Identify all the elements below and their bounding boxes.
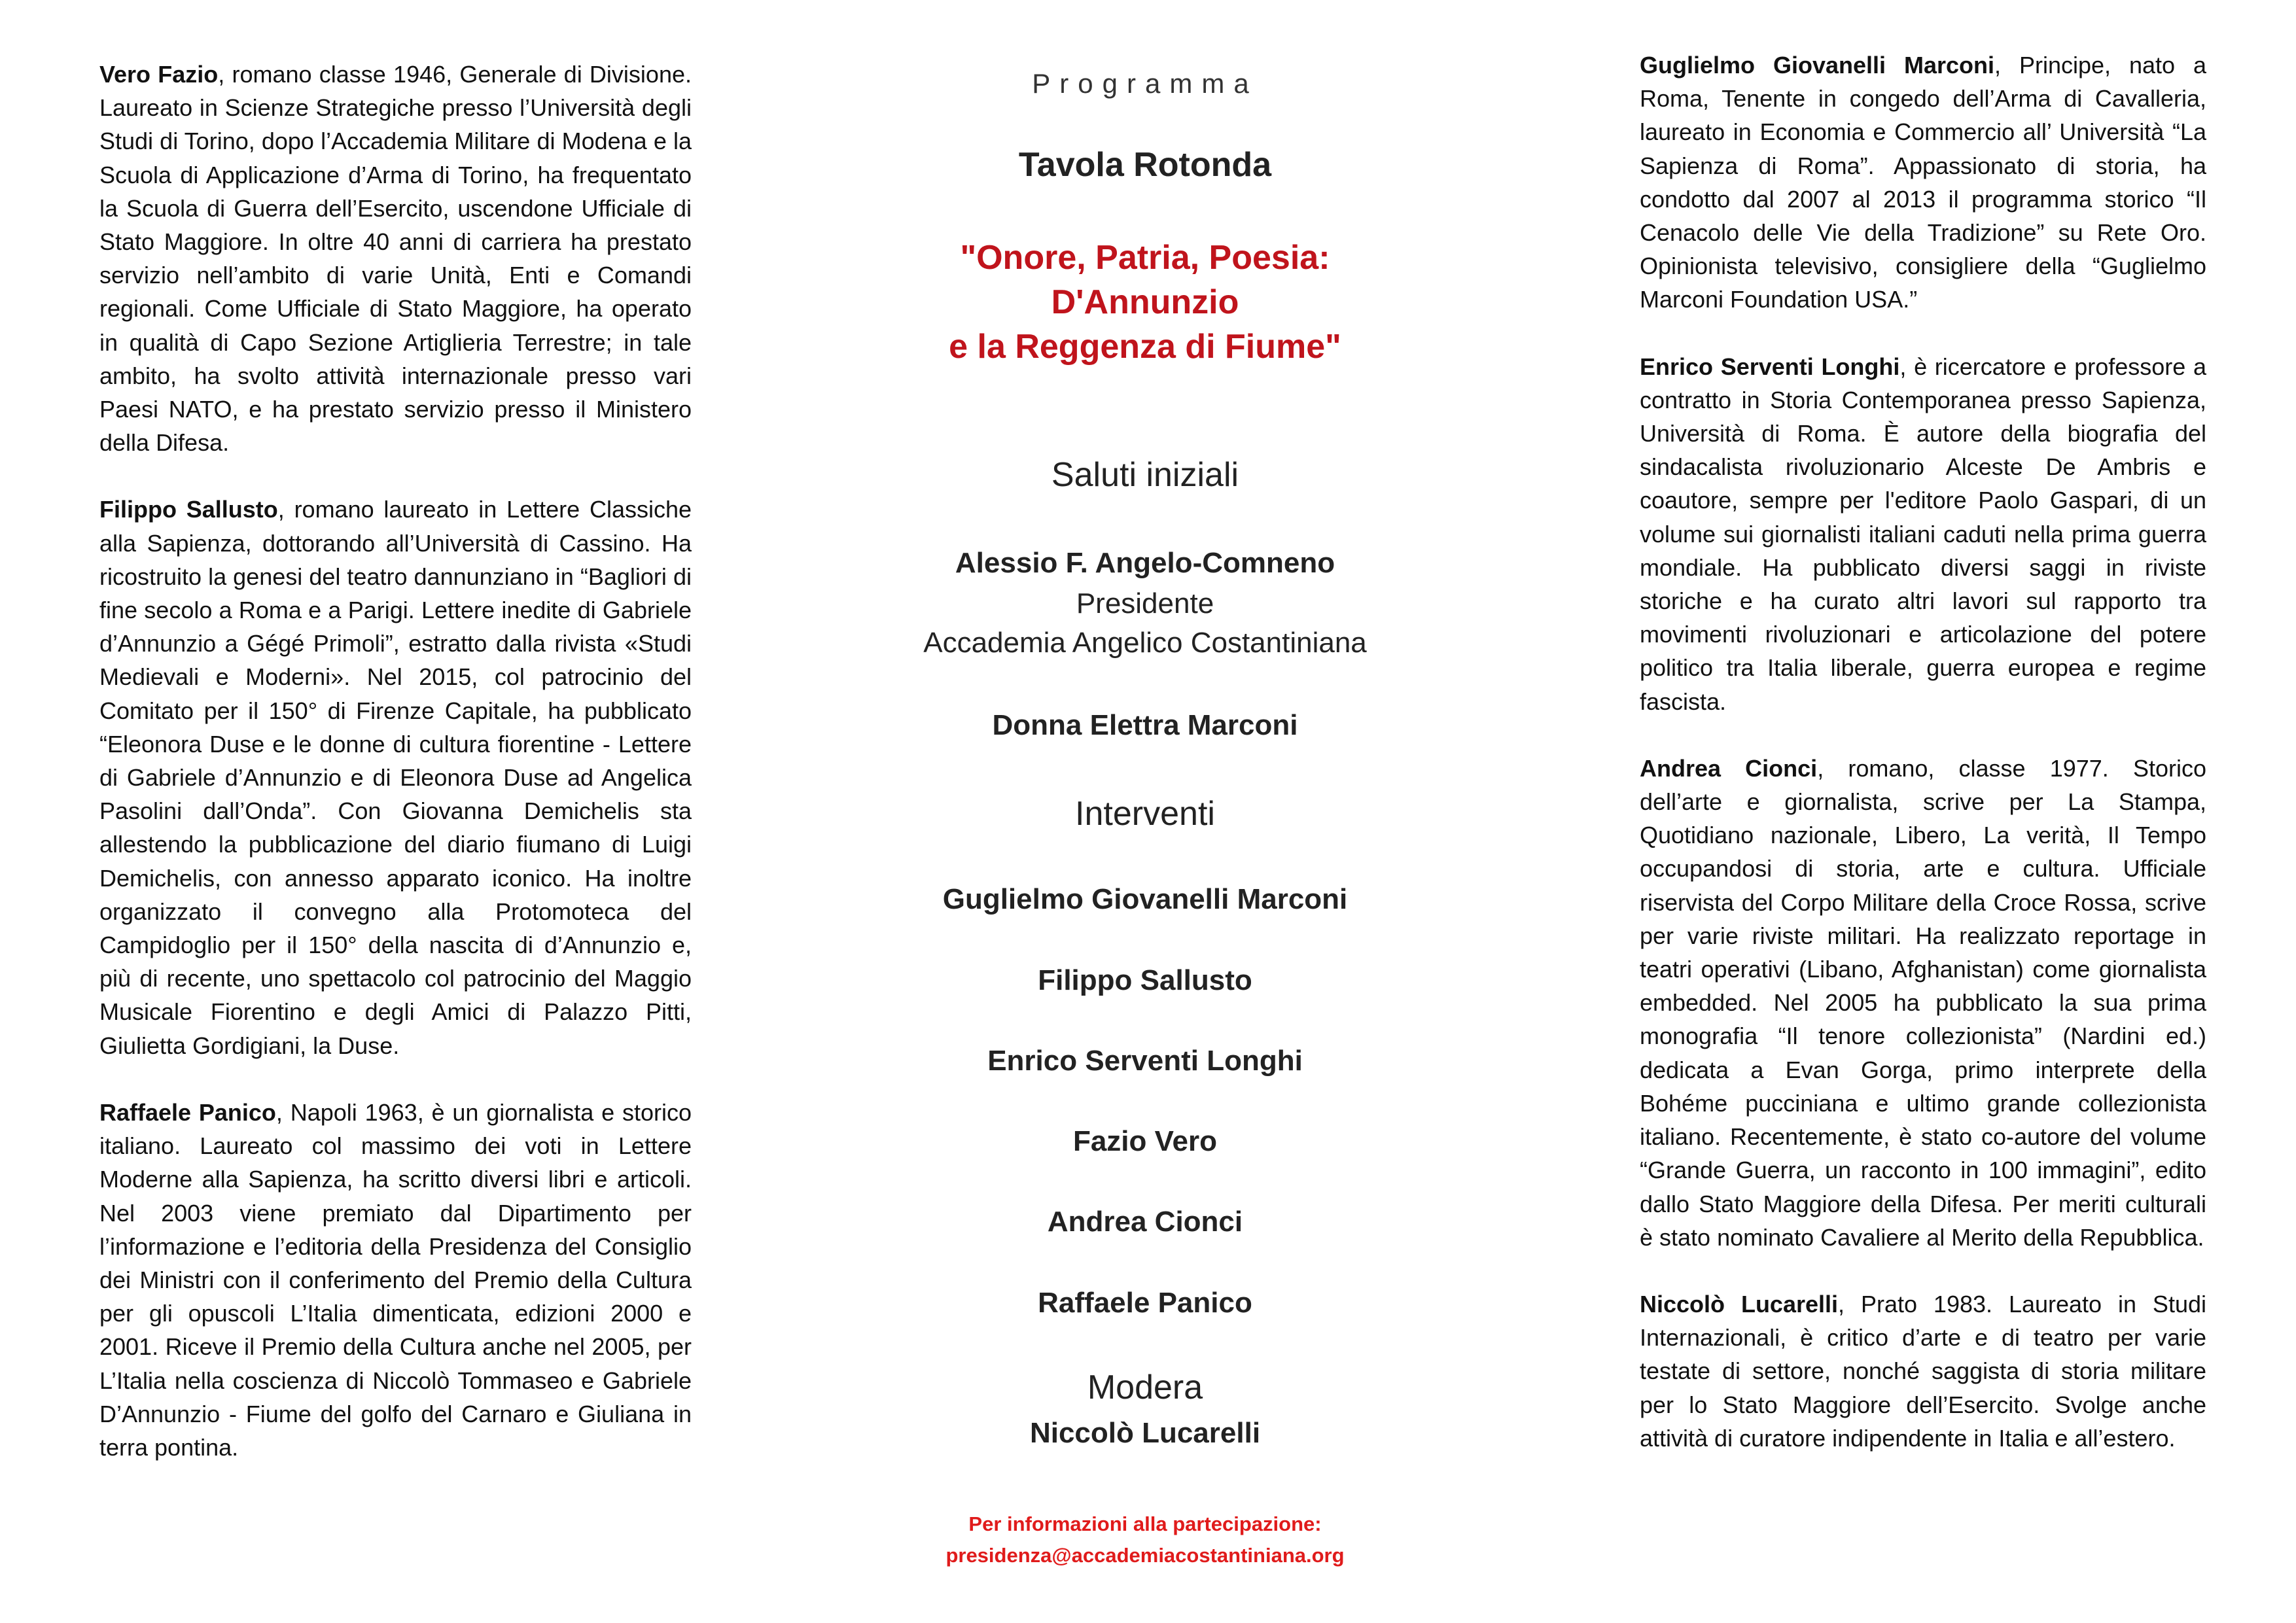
bio-text: , Prato 1983. Laureato in Studi Internazionali, è critico d’arte e di teatro per varie testate di settore, nonché saggista di storia militare per lo Stato Maggiore dell’Esercito. Svolge anche attività di curatore indipendente in Italia e all’estero. bbox=[1640, 1290, 2206, 1452]
bio-text: , romano, classe 1977. Storico dell’arte e giornalista, scrive per La Stampa, Quotidiano nazionale, Libero, La verità, Il Tempo occupandosi di storia, arte e cultura. Ufficiale riservista del Corpo Militare della Croce Rossa, scrive per varie riviste militari. Ha realizzato reportage in teatri operativi (Libano, Afghanistan) come giornalista embedded. Nel 2005 ha pubblicato la sua prima monografia “Il tenore collezionista” (Nardini ed.) dedicata a Evan Gorga, primo interprete della Bohéme pucciniana e ultimo grande collezionista italiano. Recentemente, è stato co-autore del volume “Grande Guerra, un racconto in 100 immagini”, edito dallo Stato Maggiore della Difesa. Per meriti culturali è stato nominato Cavaliere al Merito della Repubblica. bbox=[1640, 754, 2206, 1251]
greeter-role: Presidente bbox=[1076, 587, 1214, 620]
title-line-2: D'Annunzio bbox=[1051, 283, 1239, 321]
moderator-heading: Modera bbox=[1087, 1369, 1203, 1406]
bio-text: , Principe, nato a Roma, Tenente in congedo dell’Arma di Cavalleria, laureato in Economia e Commercio all’ Università “La Sapienza di Roma”. Appassionato di storia, ha condotto dal 2007 al 2013 il programma storico “Il Cenacolo delle Vie della Tradizione” su Rete Oro. Opinionista televisivo, consigliere della “Guglielmo Marconi Foundation USA.” bbox=[1640, 52, 2206, 313]
bio-enrico-serventi-longhi bbox=[1640, 350, 2206, 718]
bio-name: Niccolò Lucarelli bbox=[1640, 1290, 1839, 1318]
title-line-1: "Onore, Patria, Poesia: bbox=[960, 239, 1330, 277]
bio-name: Andrea Cionci bbox=[1640, 754, 1818, 782]
bio-andrea-cionci bbox=[1640, 752, 2206, 1254]
speaker-name: Filippo Sallusto bbox=[1038, 964, 1252, 996]
bio-vero-fazio bbox=[99, 58, 692, 459]
moderator-name: Niccolò Lucarelli bbox=[1029, 1417, 1261, 1449]
bio-name: Enrico Serventi Longhi bbox=[1640, 353, 1900, 380]
bio-text: , Napoli 1963, è un giornalista e storico italiano. Laureato col massimo dei voti in Lettere Moderne alla Sapienza, ha scritto diversi libri e articoli. Nel 2003 viene premiato dal Dipartimento per l’informazione e l’editoria della Presidenza del Consiglio dei Ministri con il conferimento del Premio della Cultura per gli opuscoli L’Italia dimenticata, edizioni 2000 e 2001. Riceve il Premio della Cultura anche nel 2005, per L’Italia nella coscienza di Niccolò Tommaseo e Gabriele D’Annunzio - Fiume del golfo del Carnaro e Giuliana in terra pontina. bbox=[99, 1098, 692, 1461]
bio-name: Guglielmo Giovanelli Marconi bbox=[1640, 52, 1994, 79]
event-type: Tavola Rotonda bbox=[1018, 146, 1272, 184]
info-label: Per informazioni alla partecipazione: bbox=[968, 1512, 1322, 1535]
greeter-name: Alessio F. Angelo-Comneno bbox=[955, 547, 1335, 579]
talks-heading: Interventi bbox=[1075, 795, 1215, 833]
bio-filippo-sallusto bbox=[99, 493, 692, 1062]
right-column bbox=[1640, 48, 2206, 1488]
title-line-3: e la Reggenza di Fiume" bbox=[949, 328, 1341, 366]
program-heading: Programma bbox=[1032, 68, 1258, 99]
speaker-name: Fazio Vero bbox=[1072, 1125, 1218, 1157]
bio-name: Vero Fazio bbox=[99, 61, 219, 88]
bio-raffaele-panico bbox=[99, 1096, 692, 1464]
greetings-heading: Saluti iniziali bbox=[1051, 456, 1239, 494]
speaker-name: Enrico Serventi Longhi bbox=[987, 1045, 1303, 1077]
bio-name: Filippo Sallusto bbox=[99, 496, 278, 523]
event-title bbox=[844, 236, 1446, 369]
bio-guglielmo-giovanelli-marconi bbox=[1640, 48, 2206, 317]
bio-name: Raffaele Panico bbox=[99, 1098, 276, 1126]
speaker-name: Raffaele Panico bbox=[1038, 1287, 1252, 1319]
bio-text: , è ricercatore e professore a contratto in Storia Contemporanea presso Sapienza, Università di Roma. È autore della biografia del sindacalista rivoluzionario Alceste De Ambris e coautore, sempre per l'editore Paolo Gaspari, di un volume sui giornalisti italiani caduti nella prima guerra mondiale. Ha pubblicato diversi saggi in riviste storiche e ha curato altri lavori sul rapporto tra movimenti rivoluzionari e articolazione del potere politico tra Italia liberale, guerra europea e regime fascista. bbox=[1640, 353, 2206, 715]
bio-text: , romano classe 1946, Generale di Divisione. Laureato in Scienze Strategiche presso l’Università degli Studi di Torino, dopo l’Accademia Militare di Modena e la Scuola di Applicazione d’Arma di Torino, ha frequentato la Scuola di Guerra dell’Esercito, uscendone Ufficiale di Stato Maggiore. In oltre 40 anni di carriera ha prestato servizio nell’ambito di varie Unità, Enti e Comandi regionali. Come Ufficiale di Stato Maggiore, ha operato in qualità di Capo Sezione Artiglieria Terrestre; in tale ambito, ha svolto attività internazionale presso vari Paesi NATO, e ha prestato servizio presso il Ministero della Difesa. bbox=[99, 61, 692, 457]
speaker-name: Andrea Cionci bbox=[1047, 1206, 1243, 1238]
bio-text: , romano laureato in Lettere Classiche alla Sapienza, dottorando all’Università di Cassino. Ha ricostruito la genesi del teatro dannunziano in “Bagliori di fine secolo a Roma e a Parigi. Lettere inedite di Gabriele d’Annunzio a Gégé Primoli”, estratto dalla rivista «Studi Medievali e Moderni». Nel 2015, col patrocinio del Comitato per il 150° di Firenze Capitale, ha pubblicato “Eleonora Duse e le donne di cultura fiorentine - Lettere di Gabriele d’Annunzio e di Eleonora Duse ad Angelica Pasolini dall’Onda”. Con Giovanna Demichelis sta allestendo la pubblicazione del diario fiumano di Luigi Demichelis, con annesso apparato iconico. Ha inoltre organizzato il convegno alla Protomoteca del Campidoglio per il 150° della nascita di d’Annunzio e, più di recente, uno spettacolo col patrocinio del Maggio Musicale Fiorentino e degli Amici di Palazzo Pitti, Giulietta Gordigiani, la Duse. bbox=[99, 496, 692, 1059]
speaker-name: Guglielmo Giovanelli Marconi bbox=[942, 883, 1348, 915]
left-column bbox=[99, 58, 692, 1497]
info-email-link[interactable]: presidenza@accademiacostantiniana.org bbox=[945, 1544, 1345, 1567]
bio-niccolo-lucarelli bbox=[1640, 1287, 2206, 1455]
greeter-name: Donna Elettra Marconi bbox=[992, 709, 1298, 741]
greeter-org: Accademia Angelico Costantiniana bbox=[923, 627, 1367, 659]
